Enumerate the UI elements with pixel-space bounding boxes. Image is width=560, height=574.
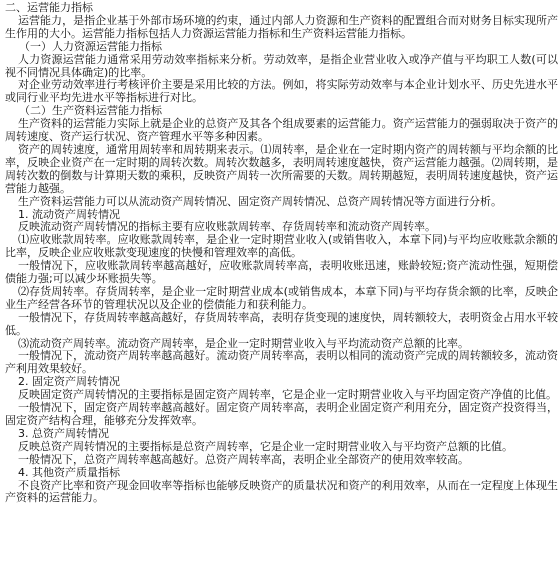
current-assets-paragraph-1: 反映流动资产周转情况的指标主要有应收账款周转率、存货周转率和流动资产周转率。 <box>18 220 436 234</box>
section-title: 二、运营能力指标 <box>5 1 93 14</box>
receivables-turnover-paragraph: ⑴应收账款周转率。应收账款周转率，是企业一定时期营业收入(或销售收入，本章下同)与平均应收账款余额的比率，反映企业应收账款变现速度的快慢和管理效率的高低。 <box>5 233 558 260</box>
fixed-assets-title: 2. 固定资产周转情况 <box>18 375 120 389</box>
production-assets-paragraph-3: 生产资料运营能力可以从流动资产周转情况、固定资产周转情况、总资产周转情况等方面进行分析。 <box>18 194 502 208</box>
current-assets-turnover-note: 一般情况下，流动资产周转率越高越好。流动资产周转率高，表明以相同的流动资产完成的周转额较多，流动资产利用效果较好。 <box>5 349 558 376</box>
other-assets-paragraph: 不良资产比率和资产现金回收率等指标也能够反映资产的质量状况和资产的利用效率，从而在一定程度上体现生产资料的运营能力。 <box>5 478 558 505</box>
inventory-turnover-note: 一般情况下，存货周转率越高越好，存货周转率高，表明存货变现的速度快，周转额较大，表明资金占用水平较低。 <box>5 310 558 337</box>
fixed-assets-paragraph-1: 反映固定资产周转情况的主要指标是固定资产周转率，它是企业一定时期营业收入与平均固定资产净值的比值。 <box>18 388 557 402</box>
total-assets-paragraph-1: 反映总资产周转情况的主要指标是总资产周转率，它是企业一定时期营业收入与平均资产总额的比值。 <box>18 439 513 453</box>
human-resources-paragraph-2: 对企业劳动效率进行考核评价主要是采用比较的方法。例如，将实际劳动效率与本企业计划水平、历史先进水平或同行业平均先进水平等指标进行对比。 <box>5 78 558 105</box>
other-assets-title: 4. 其他资产质量指标 <box>18 465 120 479</box>
fixed-assets-paragraph-2: 一般情况下，固定资产周转率越高越好。固定资产周转率高，表明企业固定资产利用充分，固定资产投资得当，固定资产结构合理，能够充分发挥效率。 <box>5 401 558 427</box>
current-assets-turnover-paragraph: ⑶流动资产周转率。流动资产周转率，是企业一定时期营业收入与平均流动资产总额的比率。 <box>18 336 469 350</box>
total-assets-title: 3. 总资产周转情况 <box>18 426 109 440</box>
production-assets-paragraph-2: 资产的周转速度，通常用周转率和周转期来表示。⑴周转率，是企业在一定时期内资产的周转额与平均余额的比率，反映企业资产在一定时期的周转次数。周转次数越多，表明周转速度越快，资产运营能力越强。⑵周转期，是周转次数的倒数与计算期天数的乘积，反映资产周转一次所需要的天数。周转期越短，表明周转速度越快，资产运营能力越强。 <box>5 142 558 195</box>
subsection-production-assets-title: （二）生产资料运营能力指标 <box>19 104 162 118</box>
human-resources-paragraph-1: 人力资源运营能力通常采用劳动效率指标来分析。劳动效率，是指企业营业收入或净产值与平均职工人数(可以视不同情况具体确定)的比率。 <box>5 52 558 79</box>
production-assets-paragraph-1: 生产资料的运营能力实际上就是企业的总资产及其各个组成要素的运营能力。资产运营能力的强弱取决于资产的周转速度、资产运行状况、资产管理水平等多种因素。 <box>5 117 558 144</box>
inventory-turnover-paragraph: ⑵存货周转率。存货周转率，是企业一定时期营业成本(或销售成本，本章下同)与平均存货余额的比率，反映企业生产经营各环节的管理状况以及企业的偿债能力和获利能力。 <box>5 284 558 311</box>
subsection-human-resources-title: （一）人力资源运营能力指标 <box>19 39 162 53</box>
intro-paragraph: 运营能力，是指企业基于外部市场环境的约束，通过内部人力资源和生产资料的配置组合而对财务目标实现所产生作用的大小。运营能力指标包括人力资源运营能力指标和生产资料运营能力指标。 <box>5 13 558 40</box>
current-assets-title: 1. 流动资产周转情况 <box>18 207 120 221</box>
receivables-turnover-note: 一般情况下，应收账款周转率越高越好，应收账款周转率高，表明收账迅速，账龄较短;资产流动性强，短期偿债能力强;可以减少坏账损失等。 <box>5 259 558 286</box>
total-assets-paragraph-2: 一般情况下，总资产周转率越高越好。总资产周转率高，表明企业全部资产的使用效率较高。 <box>18 452 469 466</box>
